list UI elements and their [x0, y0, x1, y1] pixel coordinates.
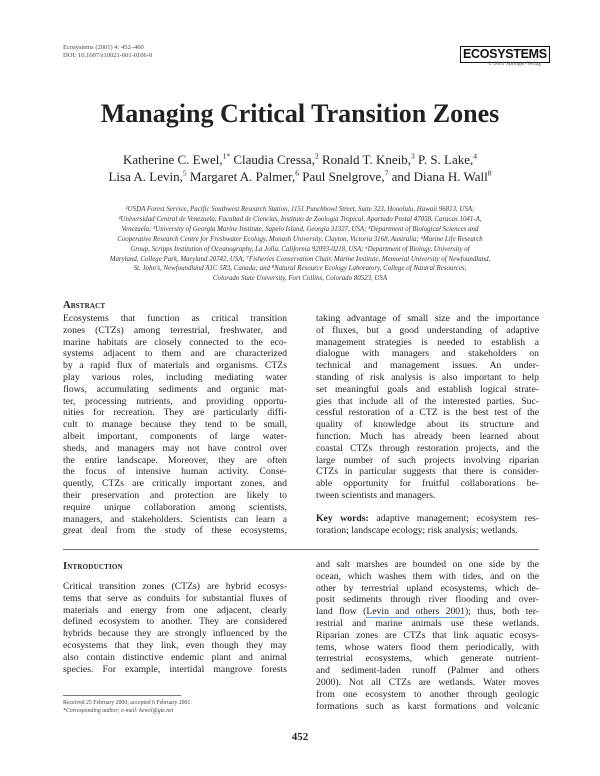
affiliation-line: St. John's, Newfoundland A1C 5R3, Canada; and ⁸Natural Resource Ecology Laboratory, College of Natural Resources, — [133, 265, 467, 273]
introduction-left-column — [63, 581, 287, 675]
text-line: quality of knowledge about its structure and — [316, 419, 539, 431]
text-line: Riparian zones are CTZs that link aquatic ecosys- — [316, 629, 539, 641]
text-line: the entire landscape. Moreover, they are often — [63, 454, 287, 466]
author-affiliation-mark: 1* — [222, 151, 231, 161]
keywords-label: Key words: — [316, 513, 369, 524]
affiliation-line: ¹USDA Forest Service, Pacific Southwest Research Station, 1151 Punchbowl Street, Suite 323, Honolulu, Hawaii 96813, USA; — [125, 206, 475, 213]
text-line: the focus of intensive human activity. Conse- — [63, 466, 287, 478]
affiliation-line: Cooperative Research Centre for Freshwater Ecology, Monash University, Clayton, Victoria 3168, Australia; ⁵Marine Life Research — [117, 235, 483, 243]
author-affiliation-mark: 7 — [384, 168, 389, 178]
text-fragment: ); thus, both ter- — [465, 606, 539, 618]
text-line: able opportunity for fruitful collaborations be- — [316, 478, 539, 490]
author-affiliation-mark: 8 — [487, 168, 492, 178]
text-line: posit sediments through river flooding and over- — [316, 594, 539, 606]
section-divider — [63, 549, 539, 550]
copyright: © 2001 Springer-Verlag — [488, 61, 541, 67]
text-line: CTZs in particular suggests that there is consider- — [316, 466, 539, 478]
author-affiliation-mark: 6 — [295, 168, 299, 178]
text-line: materials and energy from one adjacent, clearly — [63, 604, 287, 616]
introduction-heading: Introduction — [63, 561, 123, 572]
abstract-right-column — [316, 313, 539, 502]
author-line — [0, 168, 600, 185]
text-line: terrestrial ecosystems, which generate nutrient- — [316, 653, 539, 665]
text-line: and sediment-laden runoff (Palmer and others — [316, 665, 539, 677]
text-line: tems, whose waters flood them periodically, with — [316, 641, 539, 653]
text-line: Critical transition zones (CTZs) are hybrid ecosys- — [63, 581, 287, 592]
text-line: 2000). Not all CTZs are wetlands. Water moves — [316, 676, 539, 688]
author-affiliation-mark: 2 — [314, 151, 319, 161]
text-line: marine habitats are closely connected to the eco- — [63, 336, 287, 348]
text-line: defined ecosystem to another. They are considered — [63, 616, 287, 628]
text-line: require unique collaboration among scientists, — [63, 501, 287, 513]
text-fragment: land flow ( — [316, 606, 367, 618]
text-line: ocean, which washes them with tides, and on the — [316, 570, 539, 582]
author-affiliation-mark: 5 — [182, 168, 187, 178]
received-date: Received 25 February 2000; accepted 6 February 2001. — [63, 700, 192, 706]
text-line: restrial and marine animals use these wetlands. — [316, 617, 539, 629]
footnotes — [63, 699, 192, 715]
text-line: technical and management issues. An under- — [316, 360, 539, 372]
text-line: standing of risk analysis is also important to help — [316, 371, 539, 383]
affiliation-line: Venezuela; ³University of Georgia Marine Institute, Sapelo Island, Georgia 31327, USA; ⁴Department of Biological Sciences and — [121, 225, 479, 233]
text-line: by a rapid flux of materials and organisms. CTZs — [63, 360, 287, 372]
text-line: gies that include all of the interested parties. Suc- — [316, 395, 539, 407]
citation-link[interactable]: Levin and others 2001 — [366, 606, 465, 618]
text-line: quently, CTZs are critically important zones, and — [63, 478, 287, 490]
author-line — [0, 151, 600, 168]
text-line: flows, accumulating sediments and organic mat- — [63, 383, 287, 395]
text-line: of fluxes, but a good understanding of adaptive — [316, 324, 539, 336]
paper-title: Managing Critical Transition Zones — [100, 99, 500, 128]
author-name: Lisa A. Levin, — [108, 169, 183, 184]
text-line: formations such as karst formations and volcanic — [316, 700, 539, 712]
text-line: from one ecosystem to another through geologic — [316, 688, 539, 700]
author-affiliation-mark: 4 — [473, 151, 478, 161]
affiliations — [55, 205, 545, 284]
text-line: cult to manage because they tend to be small, — [63, 419, 287, 431]
keywords-line: toration; landscape ecology; risk analysis; wetlands. — [316, 524, 518, 536]
corresponding-author: *Corresponding author; e-mail: kewel@gte.net — [63, 708, 174, 714]
author-name: and Diana H. Wall — [388, 169, 488, 184]
page-number: 452 — [291, 731, 309, 743]
text-line: species. For example, intertidal mangrove forests — [63, 663, 287, 675]
text-line: managers, and stakeholders. Scientists can learn a — [63, 513, 287, 525]
text-line: management strategies is needed to establish a — [316, 336, 539, 348]
text-line: other by terrestrial upland ecosystems, which de- — [316, 582, 539, 594]
author-name: Paul Snelgrove, — [299, 169, 385, 184]
text-line: cessful restoration of a CTZ is the best test of the — [316, 407, 539, 419]
text-line: nities for recreation. They are particularly diffi- — [63, 407, 287, 419]
text-line: albeit important, components of large water- — [63, 430, 287, 442]
affiliation-line: Colorado State University, Fort Collins, Colorado 80523, USA — [212, 275, 388, 283]
author-name: Margaret A. Palmer, — [186, 169, 296, 184]
affiliation-line: Maryland, College Park, Maryland 20742, USA; ⁷Fisheries Conservation Chair, Marine Institute, Memorial University of Newfoundland, — [109, 255, 491, 263]
keywords — [316, 513, 539, 537]
text-line: systems adjacent to them and are characterized — [63, 348, 287, 360]
author-list — [0, 151, 600, 185]
author-name: Katherine C. Ewel, — [122, 152, 223, 167]
text-line: dialogue with managers and stakeholders on — [316, 348, 539, 360]
journal-line: Ecosystems (2001) 4: 452–460 — [63, 44, 144, 51]
text-line: tween scientists and managers. — [316, 489, 436, 501]
text-line: their preservation and protection are likely to — [63, 489, 287, 501]
text-line: tems that serve as conduits for substantial fluxes of — [63, 592, 287, 604]
text-line: set meaningful goals and establish logical strate- — [316, 383, 539, 395]
abstract-heading: Abstract — [63, 300, 106, 311]
text-line: Ecosystems that function as critical transition — [63, 313, 287, 324]
text-line: hybrids because they are strongly influenced by the — [63, 628, 287, 640]
text-line — [316, 606, 539, 618]
text-line: ter, processing nutrients, and providing opportu- — [63, 395, 287, 407]
text-line: and salt marshes are bounded on one side by the — [316, 559, 539, 570]
author-name: P. S. Lake, — [414, 152, 474, 167]
doi-line: DOI: 10.1007/s10021-001-0106-0 — [63, 51, 153, 59]
text-line: ecosystems that they link, even though they may — [63, 639, 287, 651]
text-line: taking advantage of small size and the importance — [316, 313, 539, 324]
text-line: also contain distinctive endemic plant and animal — [63, 651, 287, 663]
keywords-line: adaptive management; ecosystem res- — [376, 513, 540, 524]
footnote-divider — [63, 695, 181, 696]
text-line: function. Much has already been learned about — [316, 430, 539, 442]
author-affiliation-mark: 3 — [411, 151, 415, 161]
text-line: zones (CTZs) among terrestrial, freshwater, and — [63, 324, 287, 336]
text-line: large number of such projects involving riparian — [316, 454, 539, 466]
text-line: sheds, and managers may not have control over — [63, 442, 287, 454]
text-line: play various roles, including mediating water — [63, 371, 287, 383]
author-name: Claudia Cressa, — [230, 152, 315, 167]
affiliation-line: ²Universidad Central de Venezuela, Facultad de Ciencias, Instituto de Zoologia Tropical, Apartado Postal 47058, Caracas 1041-A, — [118, 215, 482, 223]
text-line: great deal from the study of these ecosystems, — [63, 525, 287, 537]
citation-info — [63, 44, 152, 59]
introduction-right-column — [316, 559, 539, 712]
author-name: Ronald T. Kneib, — [318, 152, 412, 167]
text-line: coastal CTZs through restoration projects, and the — [316, 442, 539, 454]
affiliation-line: Group, Scripps Institution of Oceanography, La Jolla, California 92093-0218, USA; ⁶Department of Biology, University of — [130, 245, 470, 253]
abstract-left-column — [63, 313, 287, 537]
journal-logo: ECOSYSTEMS — [460, 46, 550, 63]
